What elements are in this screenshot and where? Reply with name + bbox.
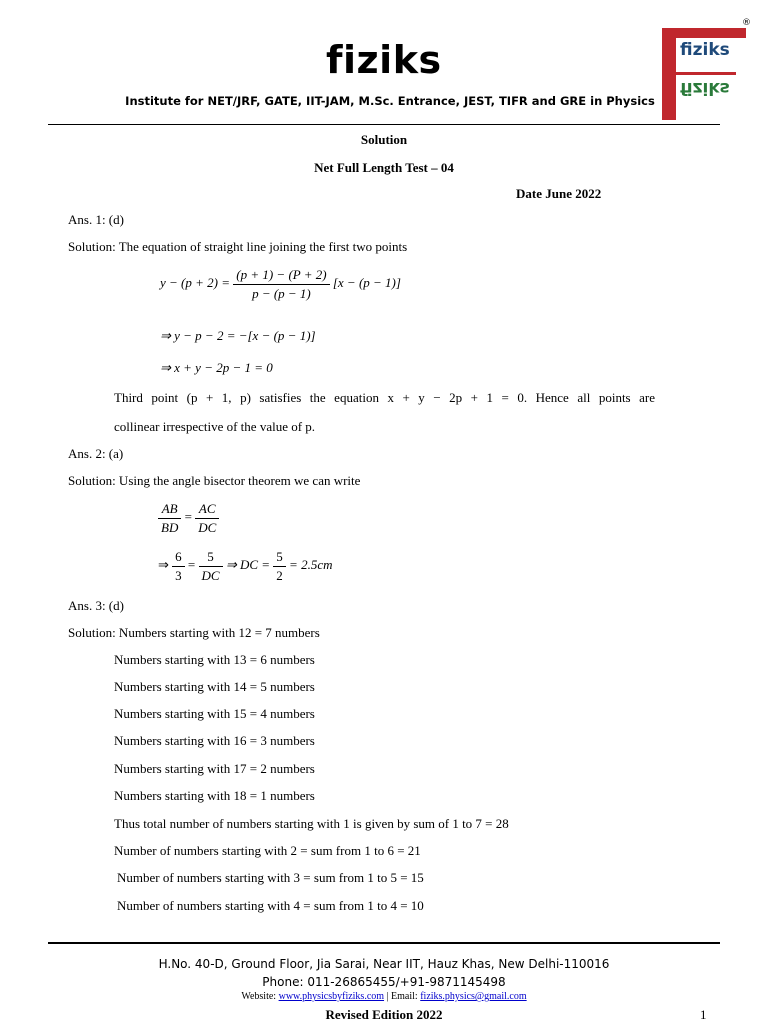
header-divider [48, 124, 720, 125]
frac-ab-bd [158, 500, 181, 536]
eq1-lhs: y − (p + 2) = [160, 275, 230, 291]
eq1-rhs: [x − (p − 1)] [332, 275, 401, 291]
frac-5-dc [199, 548, 223, 584]
logo-bar-middle [676, 72, 736, 75]
website-link[interactable]: www.physicsbyfiziks.com [278, 991, 385, 1002]
eq1-fraction [233, 266, 329, 302]
q1-equation-2: ⇒ y − p − 2 = −[x − (p − 1)] [160, 328, 316, 343]
frac-den: 3 [175, 567, 182, 583]
frac-den: 2 [276, 567, 283, 583]
footer-phone: Phone: 011-26865455/+91-9871145498 [262, 975, 506, 989]
footer-address: H.No. 40-D, Ground Floor, Jia Sarai, Near IIT, Hauz Khas, New Delhi-110016 [158, 957, 610, 971]
answer-3: Ans. 3: (d) [68, 598, 124, 613]
footer-divider [48, 942, 720, 944]
equals-sign: = [187, 557, 196, 573]
frac-num: 5 [199, 548, 223, 567]
q1-equation-3: ⇒ x + y − 2p − 1 = 0 [160, 360, 273, 375]
q3-line: Number of numbers starting with 2 = sum from 1 to 6 = 21 [114, 843, 421, 858]
email-link[interactable]: fiziks.physics@gmail.com [420, 991, 527, 1002]
q1-intro: Solution: The equation of straight line joining the first two points [68, 239, 408, 254]
dc-expression: ⇒ DC = [225, 557, 271, 573]
frac-den: DC [198, 519, 217, 535]
q3-line: Numbers starting with 14 = 5 numbers [114, 679, 315, 694]
edition-label: Revised Edition 2022 [325, 1007, 443, 1022]
q3-line: Numbers starting with 15 = 4 numbers [114, 706, 315, 721]
doc-title: Solution [360, 132, 408, 147]
email-label: | Email: [386, 991, 418, 1002]
q3-line: Numbers starting with 13 = 6 numbers [114, 652, 315, 667]
q3-line: Numbers starting with 16 = 3 numbers [114, 733, 315, 748]
q3-line: Solution: Numbers starting with 12 = 7 numbers [68, 625, 320, 640]
frac-num: AC [195, 500, 219, 519]
logo-text-mirrored: fiziks [680, 78, 730, 98]
registered-mark: ® [742, 18, 751, 28]
frac-den: DC [201, 567, 220, 583]
eq1-numerator: (p + 1) − (P + 2) [233, 266, 329, 285]
q3-line: Numbers starting with 17 = 2 numbers [114, 761, 315, 776]
q1-paragraph-line-2: collinear irrespective of the value of p. [114, 419, 316, 434]
frac-num: 5 [273, 548, 286, 567]
frac-ac-dc [195, 500, 219, 536]
q3-line: Thus total number of numbers starting with 1 is given by sum of 1 to 7 = 28 [114, 816, 509, 831]
q3-line: Numbers starting with 18 = 1 numbers [114, 788, 315, 803]
fiziks-logo [662, 18, 754, 120]
frac-5-2 [273, 548, 286, 584]
q1-paragraph-line-1: Third point (p + 1, p) satisfies the equation x + y − 2p + 1 = 0. Hence all points are [114, 390, 655, 405]
page-number: 1 [700, 1007, 707, 1022]
equals-sign: = [184, 509, 192, 525]
frac-6-3 [172, 548, 185, 584]
logo-bar-horizontal [662, 28, 746, 38]
answer-2: Ans. 2: (a) [68, 446, 124, 461]
brand-title: fiziks [326, 38, 442, 82]
institute-tagline: Institute for NET/JRF, GATE, IIT-JAM, M.Sc. Entrance, JEST, TIFR and GRE in Physics [125, 94, 655, 108]
frac-den: BD [161, 519, 179, 535]
q2-intro: Solution: Using the angle bisector theorem we can write [68, 473, 361, 488]
website-label: Website: [241, 991, 277, 1002]
implies-symbol: ⇒ [158, 557, 169, 573]
q2-equation-1 [158, 500, 219, 536]
dc-result: = 2.5cm [289, 557, 333, 573]
frac-num: AB [158, 500, 181, 519]
q3-line: Number of numbers starting with 4 = sum from 1 to 4 = 10 [117, 898, 424, 913]
q2-equation-2 [158, 548, 332, 584]
q1-equation-1 [160, 266, 401, 302]
logo-bar-vertical [662, 28, 676, 120]
frac-num: 6 [172, 548, 185, 567]
eq1-denominator: p − (p − 1) [252, 285, 311, 301]
logo-text-top: fiziks [680, 40, 730, 60]
footer-contact [0, 991, 768, 1002]
doc-subtitle: Net Full Length Test – 04 [314, 160, 454, 175]
q3-line: Number of numbers starting with 3 = sum from 1 to 5 = 15 [117, 870, 424, 885]
doc-date: Date June 2022 [516, 186, 602, 201]
answer-1: Ans. 1: (d) [68, 212, 124, 227]
